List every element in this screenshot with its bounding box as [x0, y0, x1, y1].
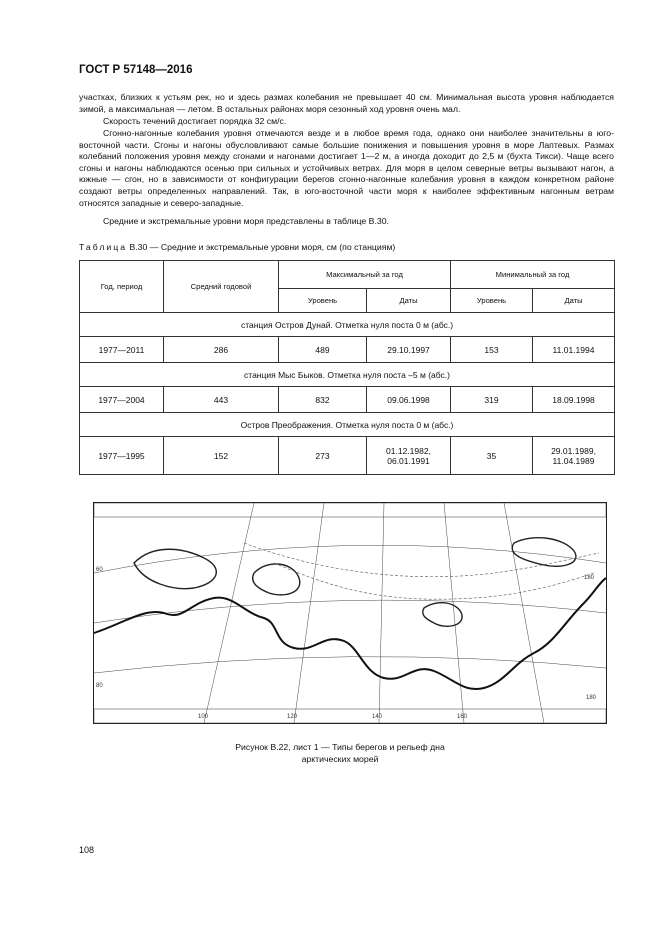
header-min: Минимальный за год	[451, 261, 615, 289]
station-title: станция Остров Дунай. Отметка нуля поста 0 м (абс.)	[80, 313, 615, 337]
lon-tick: 140	[372, 714, 383, 720]
header-mean: Средний годовой	[164, 261, 279, 313]
station-title: Остров Преображения. Отметка нуля поста 0 м (абс.)	[80, 413, 615, 437]
lon-tick: 100	[198, 714, 209, 720]
header-period: Год, период	[80, 261, 164, 313]
map-top-band	[94, 503, 606, 517]
latitude-line	[94, 600, 606, 623]
sea-level-table	[79, 260, 615, 475]
island-coast	[423, 603, 462, 627]
cell-max-dates: 09.06.1998	[367, 387, 451, 413]
table-row	[80, 437, 615, 475]
latitude-line	[94, 657, 606, 673]
header-max-level: Уровень	[279, 289, 367, 313]
table-caption-text: В.30 — Средние и экстремальные уровни моря, см (по станциям)	[127, 242, 396, 252]
header-min-dates: Даты	[533, 289, 615, 313]
cell-mean: 286	[164, 337, 279, 363]
table-row	[80, 337, 615, 363]
arctic-seas-map	[93, 502, 607, 724]
lon-tick: 180	[584, 575, 595, 581]
document-header: ГОСТ Р 57148—2016	[79, 64, 193, 76]
cell-period: 1977—2004	[80, 387, 164, 413]
paragraph-current-speed: Скорость течений достигает порядка 32 см/с.	[103, 116, 287, 126]
lat-tick: 60	[96, 567, 103, 573]
cell-max-level: 832	[279, 387, 367, 413]
paragraph-surge: Сгонно-нагонные колебания уровня отмечаются везде и в любое время года, однако они наиболее значительны в юго-восточной части. Сгоны и нагоны обусловливают самые большие понижения и повышения уровня в море Лаптевых. Размах колебаний положения уровня между сгонами и нагонами достигает 1—2 м, а иногда доходит до 2,5 м (бухта Тикси). Чаще всего сгоны и нагоны наблюдаются осенью при сильных и устойчивых ветрах. Для моря в целом северные ветры вызывают нагон, а южные — сгон, но в зависимости от конфигурации берегов сгонно-нагонные колебания уровня в каждом конкретном районе создают ветры определенных направлений. Так, в юго-восточной части моря к наиболее эффективным нагонным ветрам относятся западные и северо-западные.	[79, 128, 614, 208]
table-caption-label: Таблица	[79, 242, 128, 252]
header-min-level: Уровень	[451, 289, 533, 313]
header-max: Максимальный за год	[279, 261, 451, 289]
map-drawing	[94, 503, 606, 723]
longitude-line	[379, 503, 384, 723]
cell-max-level: 489	[279, 337, 367, 363]
table-row	[80, 387, 615, 413]
map-bottom-band	[94, 709, 606, 723]
island-coast	[253, 564, 300, 595]
lat-tick: 80	[96, 683, 103, 689]
cell-min-level: 319	[451, 387, 533, 413]
depth-contour	[244, 543, 599, 577]
cell-max-dates: 01.12.1982, 06.01.1991	[367, 437, 451, 475]
paragraph-table-ref: Средние и экстремальные уровни моря представлены в таблице В.30.	[103, 216, 389, 226]
cell-max-dates: 29.10.1997	[367, 337, 451, 363]
cell-min-level: 153	[451, 337, 533, 363]
lon-tick: 180	[586, 695, 597, 701]
header-max-dates: Даты	[367, 289, 451, 313]
longitude-line	[294, 503, 324, 723]
page-number: 108	[79, 845, 95, 855]
cell-period: 1977—2011	[80, 337, 164, 363]
paragraph-sea-level: участках, близких к устьям рек, но и здесь размах колебания не превышает 40 см. Минимальная высота уровня наблюдается зимой, а максимальная — летом. В остальных районах моря сезонный ход уровня очень мал.	[79, 92, 614, 114]
table-caption	[79, 242, 395, 252]
cell-period: 1977—1995	[80, 437, 164, 475]
depth-contour	[274, 563, 594, 599]
figure-caption-line1: Рисунок В.22, лист 1 — Типы берегов и рельеф дна	[235, 742, 445, 752]
lon-tick: 120	[287, 714, 298, 720]
station-title: станция Мыс Быков. Отметка нуля поста –5 м (абс.)	[80, 363, 615, 387]
island-coast	[134, 549, 216, 588]
cell-mean: 152	[164, 437, 279, 475]
cell-min-dates: 11.01.1994	[533, 337, 615, 363]
figure-caption	[200, 742, 480, 765]
figure-caption-line2: арктических морей	[301, 753, 379, 764]
longitude-line	[504, 503, 544, 723]
longitude-line	[204, 503, 254, 723]
cell-min-level: 35	[451, 437, 533, 475]
cell-min-dates: 18.09.1998	[533, 387, 615, 413]
coastline	[94, 578, 606, 689]
cell-max-level: 273	[279, 437, 367, 475]
cell-min-dates: 29.01.1989, 11.04.1989	[533, 437, 615, 475]
cell-mean: 443	[164, 387, 279, 413]
island-coast	[512, 538, 576, 567]
lon-tick: 160	[457, 714, 468, 720]
